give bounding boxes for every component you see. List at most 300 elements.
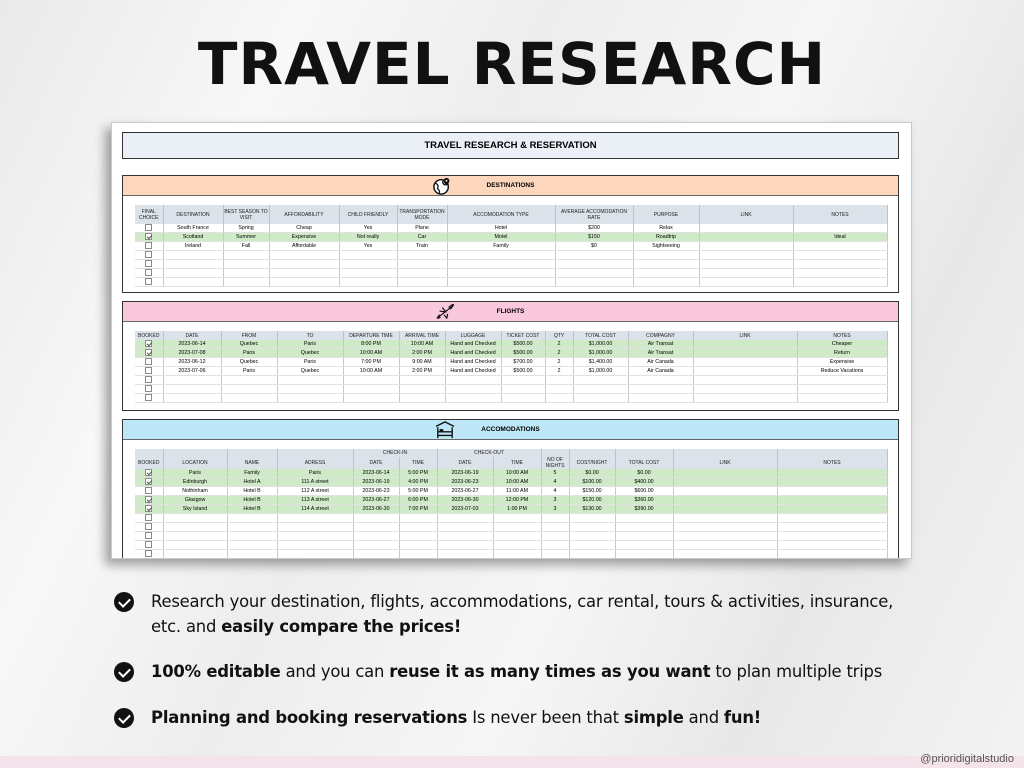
table-cell[interactable]: 5:00 PM (399, 469, 437, 478)
table-cell[interactable] (399, 394, 445, 403)
table-cell[interactable]: 111 A street (277, 478, 353, 487)
table-cell[interactable]: Hotel B (227, 487, 277, 496)
checkbox[interactable] (145, 349, 152, 356)
table-cell[interactable]: 2023-07-08 (163, 349, 221, 358)
table-cell[interactable]: Not really (339, 233, 397, 242)
table-cell[interactable]: 2 (545, 349, 573, 358)
table-cell[interactable] (353, 514, 399, 523)
table-cell[interactable] (227, 541, 277, 550)
table-cell[interactable]: $0 (555, 242, 633, 251)
table-cell[interactable]: 1:00 PM (493, 505, 541, 514)
table-cell[interactable]: Hotel B (227, 496, 277, 505)
table-cell[interactable] (269, 269, 339, 278)
table-cell[interactable]: Hand and Checked (445, 340, 501, 349)
checkbox[interactable] (145, 376, 152, 383)
table-cell[interactable]: Paris (221, 349, 277, 358)
table-cell[interactable]: Scotland (163, 233, 223, 242)
table-cell[interactable] (693, 349, 797, 358)
table-cell[interactable] (437, 523, 493, 532)
table-cell[interactable] (793, 269, 887, 278)
table-cell[interactable] (673, 505, 777, 514)
table-cell[interactable] (541, 523, 569, 532)
table-cell[interactable]: 4 (541, 487, 569, 496)
table-cell[interactable] (673, 469, 777, 478)
table-cell[interactable] (447, 251, 555, 260)
table-cell[interactable] (339, 269, 397, 278)
table-cell[interactable] (223, 269, 269, 278)
table-cell[interactable]: Relax (633, 224, 699, 233)
table-cell[interactable] (163, 269, 223, 278)
checkbox-cell (135, 550, 163, 559)
checkbox[interactable] (145, 278, 152, 285)
table-cell[interactable] (493, 550, 541, 559)
table-cell[interactable] (493, 523, 541, 532)
table-cell[interactable] (343, 385, 399, 394)
table-cell[interactable] (777, 496, 887, 505)
table-cell[interactable]: $390.00 (615, 505, 673, 514)
table-cell[interactable]: 2023-06-14 (353, 469, 399, 478)
table-cell[interactable] (699, 233, 793, 242)
table-cell[interactable]: 2 (545, 340, 573, 349)
table-cell[interactable] (793, 251, 887, 260)
table-cell[interactable]: Quebec (277, 367, 343, 376)
table-cell[interactable] (693, 385, 797, 394)
table-cell[interactable] (555, 269, 633, 278)
table-cell[interactable] (399, 385, 445, 394)
table-cell[interactable]: 2023-06-27 (353, 496, 399, 505)
table-cell[interactable] (223, 278, 269, 287)
table-cell[interactable]: 2023-06-19 (437, 469, 493, 478)
table-cell[interactable]: 2023-06-14 (163, 340, 221, 349)
table-cell[interactable] (269, 278, 339, 287)
table-cell[interactable] (777, 514, 887, 523)
table-cell[interactable]: 2023-07-06 (163, 367, 221, 376)
table-cell[interactable]: 114 A street (277, 505, 353, 514)
table-cell[interactable] (793, 260, 887, 269)
table-cell[interactable]: Paris (277, 358, 343, 367)
checkbox[interactable] (145, 251, 152, 258)
table-cell[interactable]: Expensive (269, 233, 339, 242)
table-cell[interactable] (797, 376, 887, 385)
table-cell[interactable] (437, 532, 493, 541)
table-cell[interactable] (493, 514, 541, 523)
table-cell[interactable] (397, 269, 447, 278)
table-cell[interactable]: Paris (221, 367, 277, 376)
table-cell[interactable] (673, 478, 777, 487)
table-cell[interactable] (541, 541, 569, 550)
table-cell[interactable]: 10:00 AM (493, 469, 541, 478)
table-cell[interactable] (269, 260, 339, 269)
table-cell[interactable] (339, 278, 397, 287)
table-cell[interactable]: Family (227, 469, 277, 478)
table-cell[interactable]: 2:00 PM (399, 349, 445, 358)
table-cell[interactable] (221, 376, 277, 385)
table-cell[interactable] (777, 505, 887, 514)
table-cell[interactable]: Hand and Checked (445, 358, 501, 367)
table-cell[interactable] (699, 242, 793, 251)
table-cell[interactable] (699, 269, 793, 278)
table-cell[interactable] (673, 514, 777, 523)
table-cell[interactable] (615, 523, 673, 532)
table-cell[interactable] (339, 251, 397, 260)
table-cell[interactable] (615, 514, 673, 523)
table-cell[interactable]: 11:00 AM (493, 487, 541, 496)
checkbox[interactable] (145, 469, 152, 476)
table-cell[interactable] (399, 514, 437, 523)
checkbox[interactable] (145, 541, 152, 548)
checkbox[interactable] (145, 532, 152, 539)
table-cell[interactable]: 12:00 PM (493, 496, 541, 505)
table-cell[interactable]: $0.00 (615, 469, 673, 478)
table-cell[interactable] (673, 496, 777, 505)
table-cell[interactable] (163, 394, 221, 403)
table-cell[interactable] (615, 532, 673, 541)
checkbox[interactable] (145, 367, 152, 374)
table-cell[interactable]: $500.00 (501, 340, 545, 349)
table-cell[interactable]: Quebec (277, 349, 343, 358)
checkbox[interactable] (145, 394, 152, 401)
table-cell[interactable]: 2 (545, 367, 573, 376)
table-cell[interactable] (569, 541, 615, 550)
table-cell[interactable]: Paris (277, 469, 353, 478)
table-cell[interactable] (555, 278, 633, 287)
checkbox[interactable] (145, 224, 152, 231)
table-cell[interactable] (777, 541, 887, 550)
table-cell[interactable] (569, 532, 615, 541)
table-cell[interactable] (633, 278, 699, 287)
table-cell[interactable] (163, 385, 221, 394)
table-cell[interactable]: 2023-06-12 (163, 358, 221, 367)
table-cell[interactable]: 2023-06-23 (353, 487, 399, 496)
table-cell[interactable] (699, 278, 793, 287)
table-cell[interactable]: Cheaper (797, 340, 887, 349)
table-cell[interactable] (633, 251, 699, 260)
table-cell[interactable] (573, 376, 628, 385)
table-cell[interactable] (628, 376, 693, 385)
table-cell[interactable] (541, 532, 569, 541)
table-cell[interactable]: 113 A street (277, 496, 353, 505)
table-cell[interactable]: Spring (223, 224, 269, 233)
table-cell[interactable]: 10:00 AM (343, 367, 399, 376)
table-cell[interactable] (541, 514, 569, 523)
table-cell[interactable]: Cheap (269, 224, 339, 233)
table-cell[interactable]: Reduce Vacations (797, 367, 887, 376)
table-cell[interactable] (399, 541, 437, 550)
table-cell[interactable] (163, 550, 227, 559)
table-cell[interactable] (777, 550, 887, 559)
table-cell[interactable] (555, 260, 633, 269)
table-cell[interactable]: 3 (541, 505, 569, 514)
feature-item (114, 589, 911, 639)
table-cell[interactable] (693, 367, 797, 376)
table-cell[interactable]: Edinburgh (163, 478, 227, 487)
checkbox[interactable] (145, 233, 152, 240)
table-cell[interactable] (445, 394, 501, 403)
table-cell[interactable]: $100.00 (569, 478, 615, 487)
table-cell[interactable] (163, 532, 227, 541)
table-cell[interactable]: Quebec (221, 340, 277, 349)
table-cell[interactable] (399, 550, 437, 559)
table-cell[interactable]: Sky Island (163, 505, 227, 514)
table-cell[interactable]: 112 A street (277, 487, 353, 496)
checkbox[interactable] (145, 340, 152, 347)
table-cell[interactable] (673, 523, 777, 532)
table-cell[interactable] (343, 394, 399, 403)
table-cell[interactable]: $120.00 (569, 496, 615, 505)
checkbox[interactable] (145, 487, 152, 494)
table-cell[interactable] (628, 394, 693, 403)
table-cell[interactable]: 3 (541, 496, 569, 505)
table-cell[interactable] (501, 385, 545, 394)
table-cell[interactable]: Fall (223, 242, 269, 251)
table-cell[interactable] (699, 251, 793, 260)
table-cell[interactable] (227, 550, 277, 559)
checkbox[interactable] (145, 269, 152, 276)
table-cell[interactable] (793, 224, 887, 233)
table-cell[interactable]: Quebec (221, 358, 277, 367)
table-cell[interactable]: Sightseeing (633, 242, 699, 251)
table-cell[interactable]: Train (397, 242, 447, 251)
table-cell[interactable] (221, 394, 277, 403)
table-cell[interactable] (615, 541, 673, 550)
table-cell[interactable] (673, 550, 777, 559)
checkbox[interactable] (145, 358, 152, 365)
table-cell[interactable]: $130.00 (569, 505, 615, 514)
table-cell[interactable]: $200 (555, 224, 633, 233)
table-cell[interactable]: $500.00 (501, 349, 545, 358)
table-cell[interactable] (437, 550, 493, 559)
checkbox[interactable] (145, 523, 152, 530)
table-cell[interactable] (343, 376, 399, 385)
table-cell[interactable] (569, 523, 615, 532)
table-cell[interactable] (699, 260, 793, 269)
table-cell[interactable]: 5 (541, 469, 569, 478)
table-cell[interactable]: $400.00 (615, 478, 673, 487)
table-cell[interactable] (777, 469, 887, 478)
table-cell[interactable]: 9:00 AM (399, 358, 445, 367)
table-cell[interactable] (277, 514, 353, 523)
table-cell[interactable]: Hotel B (227, 505, 277, 514)
table-cell[interactable] (673, 487, 777, 496)
table-cell[interactable]: Paris (277, 340, 343, 349)
table-cell[interactable] (397, 251, 447, 260)
table-cell[interactable] (163, 514, 227, 523)
table-cell[interactable] (493, 532, 541, 541)
table-cell[interactable] (277, 376, 343, 385)
table-cell[interactable]: 2023-06-30 (353, 505, 399, 514)
table-cell[interactable]: 2023-06-23 (437, 478, 493, 487)
table-cell[interactable]: $150 (555, 233, 633, 242)
table-cell[interactable] (447, 278, 555, 287)
table-cell[interactable] (501, 394, 545, 403)
table-cell[interactable] (793, 242, 887, 251)
table-cell[interactable] (223, 251, 269, 260)
table-cell[interactable] (555, 251, 633, 260)
table-cell[interactable]: Ideal (793, 233, 887, 242)
table-cell[interactable] (693, 340, 797, 349)
table-cell[interactable]: $0.00 (569, 469, 615, 478)
table-cell[interactable]: 5:00 PM (399, 487, 437, 496)
table-cell[interactable]: Paris (163, 469, 227, 478)
table-cell[interactable] (399, 376, 445, 385)
table-cell[interactable]: $600.00 (615, 487, 673, 496)
table-cell[interactable] (545, 394, 573, 403)
table-cell[interactable]: $360.00 (615, 496, 673, 505)
table-cell[interactable]: 7:00 PM (399, 505, 437, 514)
table-cell[interactable]: South France (163, 224, 223, 233)
table-cell[interactable]: Air Transat (628, 340, 693, 349)
table-cell[interactable] (277, 385, 343, 394)
table-cell[interactable]: 2023-06-19 (353, 478, 399, 487)
table-cell[interactable] (399, 523, 437, 532)
table-cell[interactable] (633, 260, 699, 269)
table-cell[interactable] (777, 487, 887, 496)
table-cell[interactable]: Expensive (797, 358, 887, 367)
table-cell[interactable]: 4:00 PM (399, 478, 437, 487)
table-cell[interactable]: Glasgow (163, 496, 227, 505)
table-cell[interactable]: Roadtrip (633, 233, 699, 242)
table-cell[interactable]: Yes (339, 242, 397, 251)
table-cell[interactable]: 7:00 PM (343, 358, 399, 367)
table-cell[interactable] (545, 385, 573, 394)
table-cell[interactable]: $700.00 (501, 358, 545, 367)
table-cell[interactable]: Summer (223, 233, 269, 242)
table-cell[interactable]: Plane (397, 224, 447, 233)
table-cell[interactable] (163, 376, 221, 385)
table-cell[interactable] (797, 385, 887, 394)
table-cell[interactable] (277, 394, 343, 403)
table-cell[interactable]: $150.00 (569, 487, 615, 496)
table-cell[interactable]: Yes (339, 224, 397, 233)
table-cell[interactable] (777, 532, 887, 541)
table-cell[interactable]: 6:00 PM (399, 496, 437, 505)
table-cell[interactable] (447, 269, 555, 278)
table-cell[interactable] (445, 376, 501, 385)
table-cell[interactable] (793, 278, 887, 287)
table-cell[interactable] (541, 550, 569, 559)
table-cell[interactable]: Motel (447, 233, 555, 242)
table-cell[interactable] (277, 541, 353, 550)
table-cell[interactable]: $1,000.00 (573, 367, 628, 376)
table-cell[interactable]: 2023-06-27 (437, 487, 493, 496)
table-cell[interactable]: 8:00 PM (343, 340, 399, 349)
table-cell[interactable]: 10:00 AM (399, 340, 445, 349)
table-cell[interactable] (353, 523, 399, 532)
table-cell[interactable] (447, 260, 555, 269)
table-cell[interactable]: $500.00 (501, 367, 545, 376)
table-cell[interactable]: Ireland (163, 242, 223, 251)
table-cell[interactable] (628, 385, 693, 394)
table-cell[interactable]: Return (797, 349, 887, 358)
table-cell[interactable] (437, 541, 493, 550)
table-cell[interactable]: Family (447, 242, 555, 251)
table-cell[interactable]: $1,400.00 (573, 358, 628, 367)
checkbox[interactable] (145, 242, 152, 249)
table-cell[interactable] (221, 385, 277, 394)
table-cell[interactable] (693, 358, 797, 367)
table-cell[interactable] (277, 523, 353, 532)
checkbox[interactable] (145, 478, 152, 485)
table-cell[interactable] (569, 514, 615, 523)
table-cell[interactable] (615, 550, 673, 559)
table-cell[interactable] (163, 278, 223, 287)
table-cell[interactable] (277, 550, 353, 559)
table-cell[interactable] (699, 224, 793, 233)
table-cell[interactable] (277, 532, 353, 541)
table-cell[interactable] (353, 541, 399, 550)
table-cell[interactable]: 2 (545, 358, 573, 367)
table-cell[interactable] (269, 251, 339, 260)
table-cell[interactable]: Hand and Checked (445, 367, 501, 376)
table-cell[interactable] (493, 541, 541, 550)
table-cell[interactable] (573, 385, 628, 394)
table-cell[interactable] (797, 394, 887, 403)
table-cell[interactable]: 2:00 PM (399, 367, 445, 376)
table-cell[interactable]: Hand and Checked (445, 349, 501, 358)
checkbox[interactable] (145, 385, 152, 392)
table-cell[interactable] (223, 260, 269, 269)
table-cell[interactable] (501, 376, 545, 385)
table-cell[interactable] (777, 478, 887, 487)
table-cell[interactable] (569, 550, 615, 559)
table-cell[interactable] (163, 260, 223, 269)
table-cell[interactable] (227, 514, 277, 523)
table-cell[interactable] (445, 385, 501, 394)
table-cell[interactable]: Air Canada (628, 358, 693, 367)
table-cell[interactable] (673, 541, 777, 550)
table-cell[interactable]: Hotel A (227, 478, 277, 487)
checkbox[interactable] (145, 496, 152, 503)
table-cell[interactable]: 2023-07-03 (437, 505, 493, 514)
table-cell[interactable] (673, 532, 777, 541)
table-cell[interactable] (163, 523, 227, 532)
table-cell[interactable] (353, 532, 399, 541)
checkbox[interactable] (145, 260, 152, 267)
table-cell[interactable] (397, 260, 447, 269)
table-cell[interactable] (397, 278, 447, 287)
table-cell[interactable] (633, 269, 699, 278)
table-cell[interactable] (163, 541, 227, 550)
table-cell[interactable]: Affordable (269, 242, 339, 251)
table-cell[interactable]: 2023-06-30 (437, 496, 493, 505)
table-cell[interactable] (339, 260, 397, 269)
table-cell[interactable]: $1,000.00 (573, 349, 628, 358)
table-cell[interactable]: 4 (541, 478, 569, 487)
table-cell[interactable] (693, 376, 797, 385)
table-cell[interactable]: 10:00 AM (493, 478, 541, 487)
table-cell[interactable] (163, 251, 223, 260)
table-cell[interactable] (353, 550, 399, 559)
table-cell[interactable]: Air Canada (628, 367, 693, 376)
table-cell[interactable]: $1,000.00 (573, 340, 628, 349)
table-cell[interactable]: Air Transat (628, 349, 693, 358)
checkbox[interactable] (145, 505, 152, 512)
table-cell[interactable]: Hotel (447, 224, 555, 233)
table-cell[interactable] (227, 532, 277, 541)
table-cell[interactable] (437, 514, 493, 523)
table-cell[interactable]: Car (397, 233, 447, 242)
table-cell[interactable] (573, 394, 628, 403)
checkbox[interactable] (145, 550, 152, 557)
table-cell[interactable] (693, 394, 797, 403)
table-cell[interactable] (399, 532, 437, 541)
table-cell[interactable]: Nothinham (163, 487, 227, 496)
table-cell[interactable] (227, 523, 277, 532)
table-cell[interactable] (777, 523, 887, 532)
table-cell[interactable] (545, 376, 573, 385)
table-cell[interactable]: 10:00 AM (343, 349, 399, 358)
checkbox[interactable] (145, 514, 152, 521)
